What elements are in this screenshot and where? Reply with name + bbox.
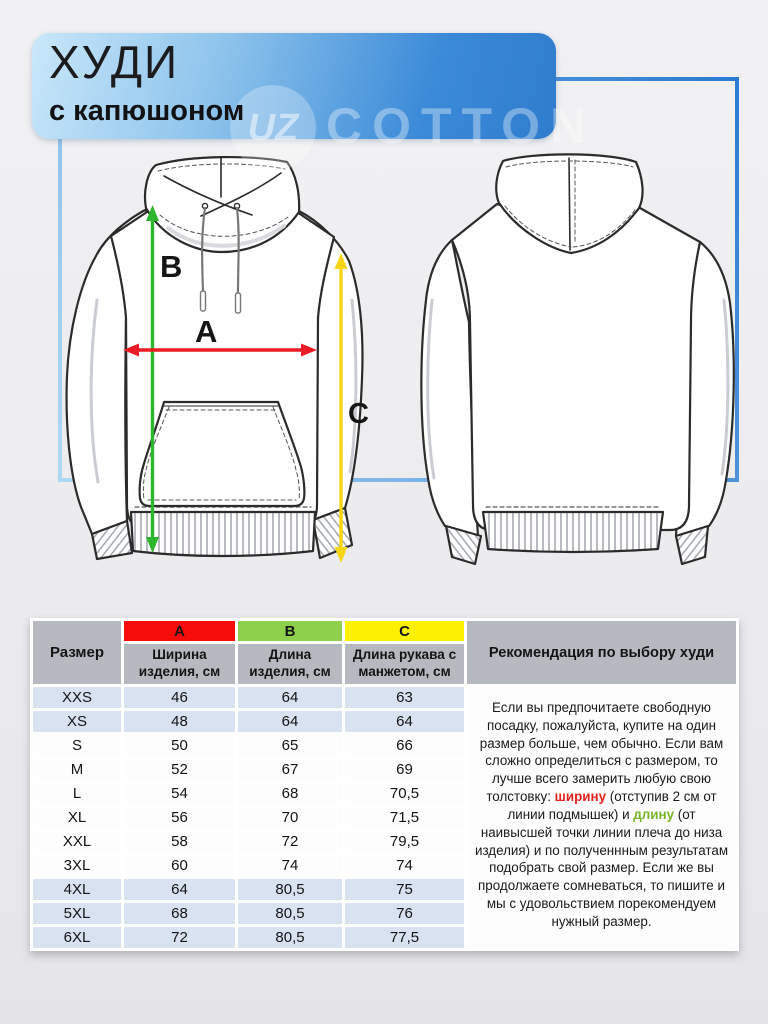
- size-grid: [33, 621, 464, 948]
- value-cell: 65: [238, 735, 342, 756]
- col-c-subheader: Длина рукава с манжетом, см: [345, 644, 464, 684]
- value-cell: 77,5: [345, 927, 464, 948]
- value-cell: 64: [345, 711, 464, 732]
- value-cell: 76: [345, 903, 464, 924]
- size-cell: L: [33, 783, 121, 804]
- size-cell: XL: [33, 807, 121, 828]
- value-cell: 74: [345, 855, 464, 876]
- length-label: B: [160, 249, 183, 284]
- value-cell: 66: [345, 735, 464, 756]
- value-cell: 64: [238, 711, 342, 732]
- recommendation-text: [467, 687, 736, 948]
- value-cell: 75: [345, 879, 464, 900]
- value-cell: 48: [124, 711, 235, 732]
- col-a-letter: A: [124, 621, 235, 641]
- size-column-header: Размер: [33, 621, 121, 684]
- size-cell: 4XL: [33, 879, 121, 900]
- recommendation-panel: [467, 621, 736, 948]
- size-cell: 6XL: [33, 927, 121, 948]
- value-cell: 46: [124, 687, 235, 708]
- size-cell: 5XL: [33, 903, 121, 924]
- value-cell: 71,5: [345, 807, 464, 828]
- brand-watermark-text: COTTON: [326, 98, 597, 154]
- value-cell: 60: [124, 855, 235, 876]
- length-keyword: длину: [633, 806, 675, 822]
- col-b-letter: B: [238, 621, 342, 641]
- value-cell: 54: [124, 783, 235, 804]
- header-banner: [32, 33, 597, 154]
- size-table: [30, 618, 739, 951]
- value-cell: 79,5: [345, 831, 464, 852]
- value-cell: 64: [124, 879, 235, 900]
- size-cell: XXL: [33, 831, 121, 852]
- value-cell: 80,5: [238, 903, 342, 924]
- value-cell: 58: [124, 831, 235, 852]
- value-cell: 67: [238, 759, 342, 780]
- recommendation-text-part2: (отступив 2 см от линии подмышек) и: [507, 789, 717, 822]
- value-cell: 50: [124, 735, 235, 756]
- value-cell: 72: [238, 831, 342, 852]
- value-cell: 74: [238, 855, 342, 876]
- recommendation-title: Рекомендация по выбору худи: [467, 621, 736, 684]
- sleeve-label: C: [348, 398, 369, 430]
- value-cell: 80,5: [238, 879, 342, 900]
- col-c-letter: C: [345, 621, 464, 641]
- size-cell: XXS: [33, 687, 121, 708]
- value-cell: 56: [124, 807, 235, 828]
- value-cell: 68: [238, 783, 342, 804]
- recommendation-text-part1: Если вы предпочитаете свободную посадку, пожалуйста, купите на один размер больше, чем обычно. Если вам сложно определиться с размером, то лучше всего замерить любую свою толстовку:: [479, 700, 724, 805]
- value-cell: 69: [345, 759, 464, 780]
- recommendation-text-part3: (от наивысшей точки линии плеча до низа изделия) и по полученнным результатам подобрать свой размер. Если же вы продолжаете сомневаться, то пишите и мы с удовольствием порекомендуем нужный размер.: [474, 806, 729, 929]
- value-cell: 80,5: [238, 927, 342, 948]
- hoodie-front-drawing: [67, 157, 363, 559]
- value-cell: 70,5: [345, 783, 464, 804]
- col-a-subheader: Ширина изделия, см: [124, 644, 235, 684]
- size-cell: 3XL: [33, 855, 121, 876]
- brand-watermark-logo-icon: UZ: [230, 85, 316, 171]
- size-cell: M: [33, 759, 121, 780]
- value-cell: 70: [238, 807, 342, 828]
- size-cell: XS: [33, 711, 121, 732]
- value-cell: 68: [124, 903, 235, 924]
- value-cell: 52: [124, 759, 235, 780]
- col-b-subheader: Длина изделия, см: [238, 644, 342, 684]
- page-subtitle: с капюшоном: [49, 95, 245, 127]
- width-keyword: ширину: [554, 789, 607, 805]
- value-cell: 72: [124, 927, 235, 948]
- page-title: ХУДИ: [49, 36, 180, 88]
- hoodie-back-drawing: [421, 154, 733, 564]
- width-label: A: [195, 314, 218, 349]
- value-cell: 64: [238, 687, 342, 708]
- value-cell: 63: [345, 687, 464, 708]
- size-cell: S: [33, 735, 121, 756]
